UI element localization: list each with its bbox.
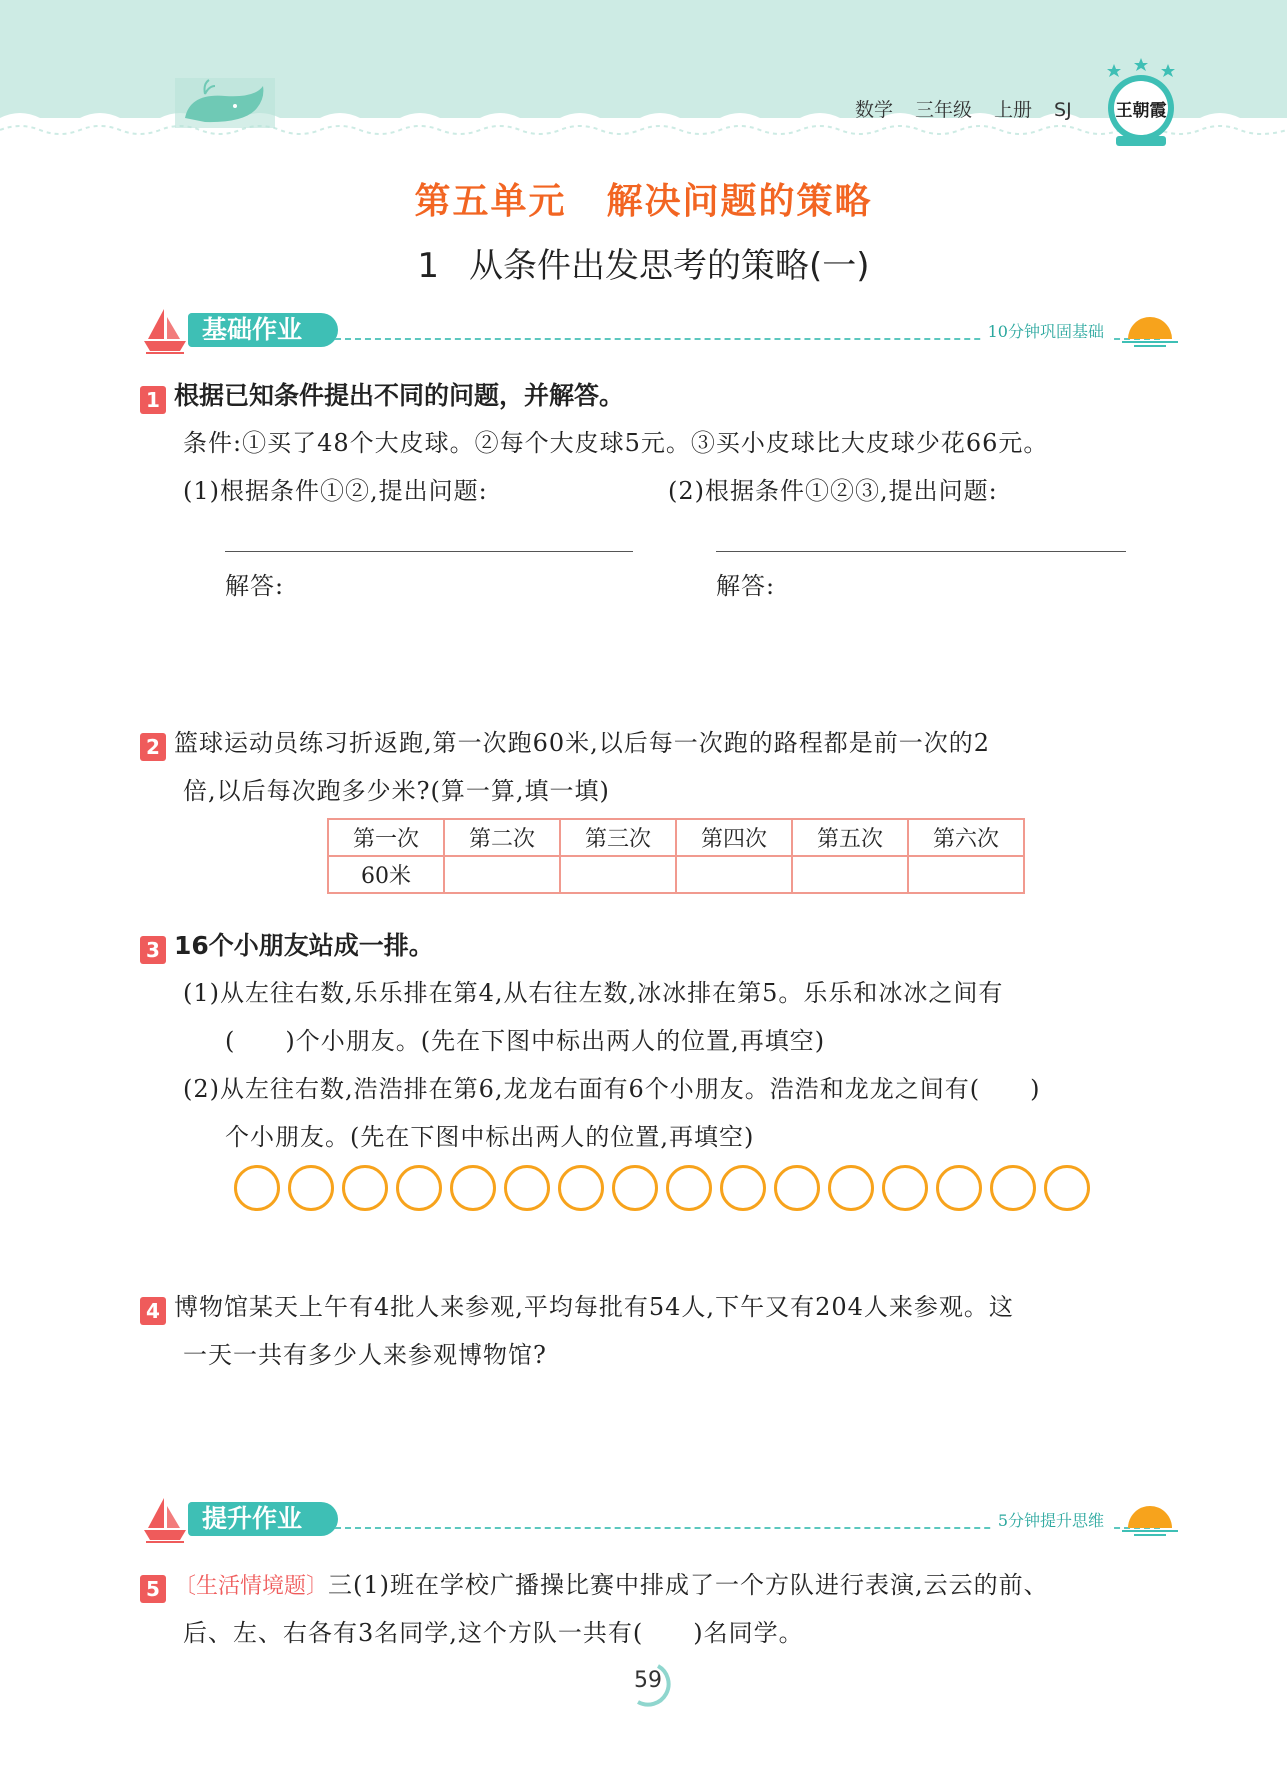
brand-name: 王朝霞 xyxy=(1115,101,1167,121)
q1-conditions: 条件:①买了48个大皮球。②每个大皮球5元。③买小皮球比大皮球少花66元。 xyxy=(183,429,1049,457)
lesson-number: 1 xyxy=(417,246,440,286)
table-answer-cell[interactable] xyxy=(676,856,792,893)
q3-number: 3 xyxy=(140,936,166,964)
child-circle[interactable] xyxy=(396,1165,442,1211)
table-header-cell: 第三次 xyxy=(560,819,676,856)
lesson-name: 从条件出发思考的策略(一) xyxy=(469,246,870,286)
q4-number: 4 xyxy=(140,1297,166,1325)
child-circle[interactable] xyxy=(936,1165,982,1211)
unit-number: 第五单元 xyxy=(414,181,567,222)
table-answer-cell[interactable] xyxy=(792,856,908,893)
unit-topic: 解决问题的策略 xyxy=(606,181,873,222)
sunset-icon xyxy=(1120,309,1180,349)
q3-part2-line1: (2)从左往右数,浩浩排在第6,龙龙右面有6个小朋友。浩浩和龙龙之间有( ) xyxy=(183,1075,1041,1103)
table-header-row xyxy=(328,819,1024,856)
table-answer-cell[interactable] xyxy=(444,856,560,893)
q3-part2-line2: 个小朋友。(先在下图中标出两人的位置,再填空) xyxy=(225,1123,755,1151)
q1-text: 根据已知条件提出不同的问题，并解答。 xyxy=(174,381,625,410)
child-circle[interactable] xyxy=(1044,1165,1090,1211)
q1-part2-answer-label: 解答: xyxy=(716,572,776,600)
q4-line1: 博物馆某天上午有4批人来参观,平均每批有54人,下午又有204人来参观。这 xyxy=(174,1293,1014,1321)
table-answer-cell[interactable] xyxy=(908,856,1024,893)
q3-text: 16个小朋友站成一排。 xyxy=(174,931,434,960)
table-header-cell: 第五次 xyxy=(792,819,908,856)
lesson-title xyxy=(0,238,1287,287)
q3-stem xyxy=(140,926,434,964)
child-circle[interactable] xyxy=(666,1165,712,1211)
q1-part1-answer-label: 解答: xyxy=(225,572,285,600)
q2-number: 2 xyxy=(140,733,166,761)
sailboat-icon xyxy=(140,1494,190,1544)
q1-part1: (1)根据条件①②,提出问题: xyxy=(183,477,488,505)
q2-line1: 篮球运动员练习折返跑,第一次跑60米,以后每一次跑的路程都是前一次的2 xyxy=(174,729,991,757)
brand-logo xyxy=(1100,58,1182,150)
q2-stem xyxy=(140,723,990,761)
child-circle[interactable] xyxy=(828,1165,874,1211)
sailboat-icon xyxy=(140,305,190,355)
q2-distance-table xyxy=(327,818,1025,894)
q1-number: 1 xyxy=(140,386,166,414)
q5-stem xyxy=(140,1565,1049,1603)
table-answer-cell[interactable] xyxy=(560,856,676,893)
q4-line2: 一天一共有多少人来参观博物馆? xyxy=(183,1341,547,1369)
q5-number: 5 xyxy=(140,1575,166,1603)
edition-label: SJ xyxy=(1054,99,1072,121)
section-basic-time: 10分钟巩固基础 xyxy=(982,319,1110,342)
child-circle[interactable] xyxy=(342,1165,388,1211)
q1-part2: (2)根据条件①②③,提出问题: xyxy=(668,477,998,505)
q1-part2-answer-line[interactable] xyxy=(716,551,1126,552)
volume-label: 上册 xyxy=(994,99,1033,121)
section-advanced-time: 5分钟提升思维 xyxy=(992,1508,1110,1531)
subject-label: 数学 xyxy=(855,99,894,121)
child-circle[interactable] xyxy=(234,1165,280,1211)
q5-line1: 三(1)班在学校广播操比赛中排成了一个方队进行表演,云云的前、 xyxy=(328,1571,1049,1599)
section-advanced-label: 提升作业 xyxy=(188,1502,338,1536)
q3-part1-line2: ( )个小朋友。(先在下图中标出两人的位置,再填空) xyxy=(225,1027,826,1055)
child-circle[interactable] xyxy=(774,1165,820,1211)
unit-title xyxy=(0,173,1287,224)
table-value-cell: 60米 xyxy=(328,856,444,893)
q5-context-tag: 〔生活情境题〕 xyxy=(174,1574,329,1599)
page-number xyxy=(618,1668,678,1693)
q1-stem xyxy=(140,376,624,414)
child-circle[interactable] xyxy=(558,1165,604,1211)
q1-part1-answer-line[interactable] xyxy=(225,551,633,552)
section-basic-header xyxy=(140,305,1180,355)
table-header-cell: 第一次 xyxy=(328,819,444,856)
table-value-row xyxy=(328,856,1024,893)
q5-line2: 后、左、右各有3名同学,这个方队一共有( )名同学。 xyxy=(183,1619,804,1647)
page-number-text: 59 xyxy=(634,1668,662,1693)
subject-info xyxy=(855,95,1094,122)
child-circle[interactable] xyxy=(882,1165,928,1211)
section-advanced-header xyxy=(140,1494,1180,1544)
children-circle-row xyxy=(234,1165,1090,1211)
child-circle[interactable] xyxy=(288,1165,334,1211)
child-circle[interactable] xyxy=(504,1165,550,1211)
q3-part1-line1: (1)从左往右数,乐乐排在第4,从右往左数,冰冰排在第5。乐乐和冰冰之间有 xyxy=(183,979,1004,1007)
table-header-cell: 第二次 xyxy=(444,819,560,856)
q4-stem xyxy=(140,1287,1014,1325)
child-circle[interactable] xyxy=(450,1165,496,1211)
grade-label: 三年级 xyxy=(915,99,973,121)
section-basic-label: 基础作业 xyxy=(188,313,338,347)
table-header-cell: 第四次 xyxy=(676,819,792,856)
table-header-cell: 第六次 xyxy=(908,819,1024,856)
q2-line2: 倍,以后每次跑多少米?(算一算,填一填) xyxy=(183,777,610,805)
sunset-icon xyxy=(1120,1498,1180,1538)
child-circle[interactable] xyxy=(612,1165,658,1211)
child-circle[interactable] xyxy=(720,1165,766,1211)
whale-icon xyxy=(175,78,275,128)
child-circle[interactable] xyxy=(990,1165,1036,1211)
